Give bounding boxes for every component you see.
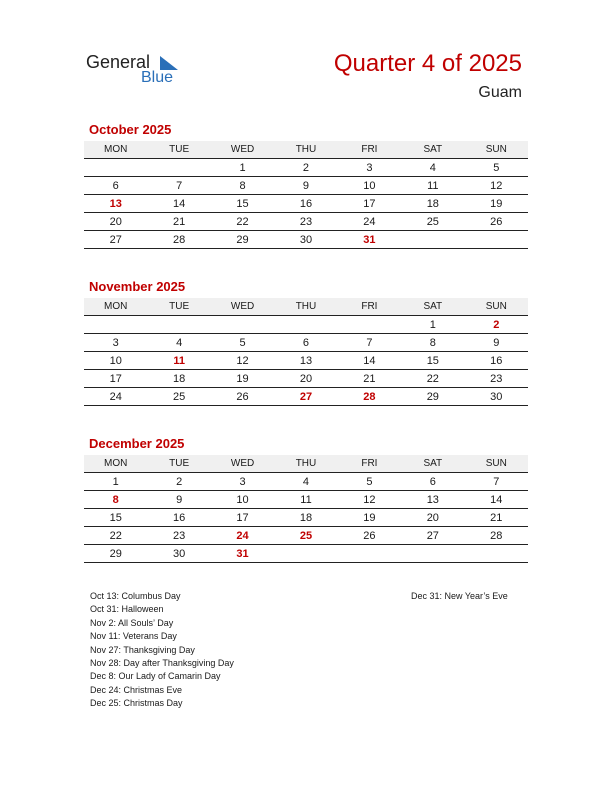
empty-cell [211,316,274,334]
day-cell: 25 [401,213,464,231]
holiday-list-right [411,590,508,603]
weekday-header: SAT [401,298,464,316]
day-cell: 22 [211,213,274,231]
day-cell: 21 [338,370,401,388]
weekday-header: FRI [338,455,401,473]
day-cell: 15 [211,195,274,213]
weekday-header-row [84,141,528,159]
day-cell: 5 [465,159,528,177]
day-cell: 17 [338,195,401,213]
weekday-header: WED [211,455,274,473]
week-row [84,370,528,388]
week-row [84,473,528,491]
day-cell: 18 [401,195,464,213]
day-cell: 11 [274,491,337,509]
holiday-item: Nov 28: Day after Thanksgiving Day [90,658,234,669]
week-row [84,195,528,213]
empty-cell [147,316,210,334]
day-cell: 17 [211,509,274,527]
day-cell: 1 [211,159,274,177]
weekday-header: TUE [147,298,210,316]
day-cell: 29 [84,545,147,563]
day-cell: 23 [147,527,210,545]
weekday-header: THU [274,455,337,473]
day-cell: 12 [338,491,401,509]
empty-cell [465,231,528,249]
week-row [84,213,528,231]
day-cell: 17 [84,370,147,388]
holiday-item: Nov 27: Thanksgiving Day [90,644,195,655]
weekday-header-row [84,298,528,316]
weekday-header: TUE [147,455,210,473]
day-cell: 16 [147,509,210,527]
weekday-header: SUN [465,141,528,159]
day-cell: 5 [211,334,274,352]
day-cell: 3 [211,473,274,491]
day-cell: 13 [401,491,464,509]
day-cell: 24 [338,213,401,231]
weekday-header: MON [84,141,147,159]
day-cell: 11 [147,352,210,370]
day-cell: 13 [274,352,337,370]
day-cell: 16 [465,352,528,370]
week-row [84,491,528,509]
day-cell: 18 [274,509,337,527]
day-cell: 22 [401,370,464,388]
day-cell: 28 [465,527,528,545]
day-cell: 24 [211,527,274,545]
empty-cell [147,159,210,177]
day-cell: 15 [401,352,464,370]
month-title: October 2025 [89,122,172,137]
day-cell: 19 [211,370,274,388]
logo-general-text: General [86,52,151,72]
day-cell: 26 [338,527,401,545]
weekday-header: SAT [401,455,464,473]
day-cell: 13 [84,195,147,213]
day-cell: 20 [84,213,147,231]
month-december [84,436,528,563]
day-cell: 7 [147,177,210,195]
weekday-header: TUE [147,141,210,159]
week-row [84,545,528,563]
day-cell: 6 [274,334,337,352]
day-cell: 11 [401,177,464,195]
day-cell: 2 [147,473,210,491]
empty-cell [84,316,147,334]
day-cell: 25 [147,388,210,406]
weekday-header: MON [84,298,147,316]
holiday-item: Nov 11: Veterans Day [90,631,177,642]
day-cell: 9 [465,334,528,352]
day-cell: 23 [274,213,337,231]
day-cell: 3 [84,334,147,352]
weekday-header: FRI [338,298,401,316]
logo-blue-text: Blue [141,69,174,86]
day-cell: 9 [274,177,337,195]
day-cell: 14 [465,491,528,509]
holiday-list-left [90,590,234,711]
weekday-header: WED [211,298,274,316]
week-row [84,527,528,545]
day-cell: 30 [465,388,528,406]
month-title: November 2025 [89,279,186,294]
day-cell: 23 [465,370,528,388]
day-cell: 29 [401,388,464,406]
day-cell: 19 [465,195,528,213]
week-row [84,509,528,527]
weekday-header: FRI [338,141,401,159]
day-cell: 2 [465,316,528,334]
week-row [84,316,528,334]
day-cell: 28 [338,388,401,406]
weekday-header: SAT [401,141,464,159]
day-cell: 7 [338,334,401,352]
day-cell: 3 [338,159,401,177]
calendar-table [84,298,528,406]
week-row [84,352,528,370]
day-cell: 20 [274,370,337,388]
day-cell: 10 [84,352,147,370]
empty-cell [401,231,464,249]
week-row [84,159,528,177]
day-cell: 21 [147,213,210,231]
day-cell: 6 [84,177,147,195]
weekday-header: SUN [465,298,528,316]
day-cell: 7 [465,473,528,491]
holiday-item: Dec 8: Our Lady of Camarin Day [90,671,221,682]
calendar-table [84,455,528,563]
day-cell: 29 [211,231,274,249]
day-cell: 18 [147,370,210,388]
day-cell: 9 [147,491,210,509]
day-cell: 30 [274,231,337,249]
day-cell: 5 [338,473,401,491]
day-cell: 26 [211,388,274,406]
day-cell: 14 [338,352,401,370]
day-cell: 31 [338,231,401,249]
day-cell: 22 [84,527,147,545]
day-cell: 27 [84,231,147,249]
empty-cell [274,316,337,334]
day-cell: 4 [274,473,337,491]
day-cell: 31 [211,545,274,563]
empty-cell [274,545,337,563]
week-row [84,388,528,406]
day-cell: 25 [274,527,337,545]
empty-cell [401,545,464,563]
holiday-item: Dec 31: New Year’s Eve [411,591,508,601]
weekday-header: THU [274,141,337,159]
day-cell: 19 [338,509,401,527]
region-name: Guam [478,84,522,101]
holiday-item: Oct 31: Halloween [90,604,164,615]
day-cell: 8 [401,334,464,352]
day-cell: 2 [274,159,337,177]
day-cell: 27 [401,527,464,545]
calendar-table [84,141,528,249]
weekday-header: MON [84,455,147,473]
day-cell: 6 [401,473,464,491]
day-cell: 26 [465,213,528,231]
month-november [84,279,528,406]
day-cell: 28 [147,231,210,249]
weekday-header: SUN [465,455,528,473]
day-cell: 16 [274,195,337,213]
empty-cell [338,316,401,334]
day-cell: 14 [147,195,210,213]
day-cell: 20 [401,509,464,527]
week-row [84,334,528,352]
day-cell: 4 [401,159,464,177]
day-cell: 8 [211,177,274,195]
weekday-header-row [84,455,528,473]
day-cell: 24 [84,388,147,406]
weekday-header: WED [211,141,274,159]
day-cell: 1 [401,316,464,334]
day-cell: 12 [465,177,528,195]
logo [86,52,186,88]
empty-cell [338,545,401,563]
week-row [84,177,528,195]
holiday-item: Dec 24: Christmas Eve [90,684,183,695]
day-cell: 10 [211,491,274,509]
day-cell: 1 [84,473,147,491]
week-row [84,231,528,249]
holiday-item: Dec 25: Christmas Day [90,698,183,709]
month-october [84,122,528,249]
day-cell: 8 [84,491,147,509]
day-cell: 27 [274,388,337,406]
day-cell: 4 [147,334,210,352]
holiday-item: Nov 2: All Souls’ Day [90,617,174,628]
empty-cell [465,545,528,563]
page-title: Quarter 4 of 2025 [333,50,522,77]
day-cell: 12 [211,352,274,370]
month-title: December 2025 [89,436,185,451]
day-cell: 10 [338,177,401,195]
day-cell: 30 [147,545,210,563]
holiday-item: Oct 13: Columbus Day [90,591,181,601]
empty-cell [84,159,147,177]
weekday-header: THU [274,298,337,316]
day-cell: 15 [84,509,147,527]
day-cell: 21 [465,509,528,527]
